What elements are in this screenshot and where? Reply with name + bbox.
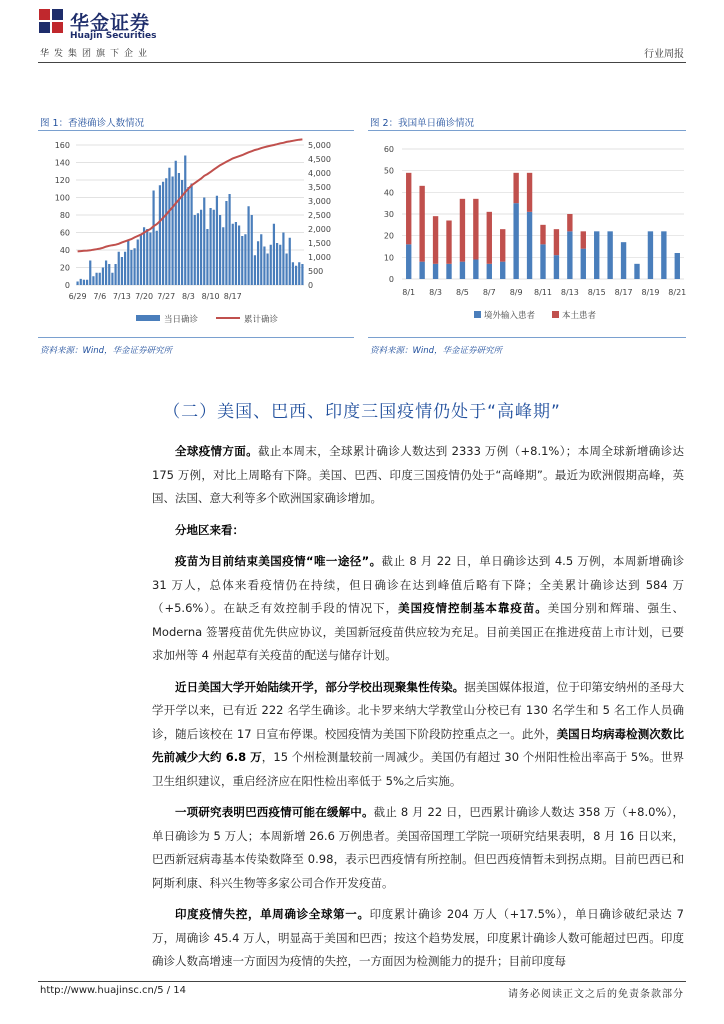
bar-daily-confirmed (184, 156, 186, 286)
right-axis-tick-label: 4,500 (308, 155, 331, 164)
para-text: 截止 8 月 22 日，单日确诊达到 4.5 万例，本周新增确诊 31 万人，总体来看疫情仍在持续，但日确诊在达到峰值后略有下降；全美累计确诊达到 584 万（+5.6%）。在缺乏有效控制手段的情况下， (152, 554, 684, 615)
brand-name-en: Huajin Securities (70, 31, 157, 41)
bar-imported-cases (513, 203, 518, 279)
bar-local-cases (460, 199, 465, 262)
figure-2-top-rule (368, 130, 686, 131)
bar-local-cases (581, 231, 586, 248)
figure-1-source: 资料来源：Wind，华金证券研究所 (40, 346, 173, 356)
x-axis-tick-label: 8/3 (429, 288, 443, 297)
bar-daily-confirmed (190, 184, 192, 286)
y-axis-tick-label: 40 (383, 188, 394, 198)
bar-imported-cases (607, 231, 612, 279)
paragraph-region-intro (152, 519, 684, 543)
header-divider (38, 62, 686, 63)
y-axis-tick-label: 10 (383, 253, 394, 263)
bar-daily-confirmed (146, 229, 148, 285)
x-axis-tick-label: 6/29 (68, 292, 87, 301)
bar-daily-confirmed (222, 227, 224, 285)
left-axis-tick-label: 40 (59, 246, 70, 255)
x-axis-tick-label: 8/3 (181, 292, 195, 301)
legend-label-imported: 境外输入患者 (484, 311, 536, 321)
x-axis-tick-label: 8/17 (614, 288, 633, 297)
bar-daily-confirmed (301, 264, 303, 285)
x-axis-tick-label: 7/27 (157, 292, 176, 301)
bar-daily-confirmed (213, 210, 215, 285)
bar-daily-confirmed (178, 173, 180, 285)
bar-daily-confirmed (285, 254, 287, 286)
bar-local-cases (433, 216, 438, 264)
bar-daily-confirmed (270, 245, 272, 285)
bar-daily-confirmed (228, 194, 230, 285)
brand-subtitle: 华发集团旗下企业 (40, 49, 153, 59)
bar-daily-confirmed (251, 215, 253, 285)
paragraph-usa-vaccine (152, 550, 684, 668)
x-axis-tick-label: 8/21 (668, 288, 686, 297)
bar-daily-confirmed (209, 208, 211, 285)
right-axis-tick-label: 2,500 (308, 211, 331, 220)
x-axis-tick-label: 8/7 (482, 288, 496, 297)
bar-daily-confirmed (225, 201, 227, 285)
bar-daily-confirmed (235, 222, 237, 285)
left-axis-tick-label: 60 (59, 228, 70, 238)
right-axis-tick-label: 3,000 (308, 197, 331, 206)
bar-imported-cases (594, 231, 599, 279)
bar-daily-confirmed (118, 252, 120, 285)
bar-daily-confirmed (263, 247, 265, 286)
bar-daily-confirmed (133, 248, 135, 285)
x-axis-tick-label: 7/6 (93, 292, 107, 301)
left-axis-tick-label: 100 (54, 193, 70, 203)
bar-daily-confirmed (105, 261, 107, 286)
brand-name-cn: 华金证券 (70, 12, 151, 34)
bar-daily-confirmed (127, 240, 129, 286)
legend-swatch-local (552, 311, 559, 318)
right-axis-tick-label: 0 (308, 281, 314, 290)
bar-daily-confirmed (83, 280, 85, 285)
line-cumulative-confirmed (78, 139, 303, 251)
bar-imported-cases (527, 212, 532, 279)
bar-daily-confirmed (159, 185, 161, 285)
bar-imported-cases (675, 253, 680, 279)
section-heading: （二）美国、巴西、印度三国疫情仍处于“高峰期” (163, 402, 561, 422)
bar-imported-cases (540, 244, 545, 279)
right-axis-tick-label: 1,000 (308, 253, 331, 262)
bar-daily-confirmed (273, 224, 275, 285)
bar-daily-confirmed (206, 229, 208, 285)
bar-daily-confirmed (292, 262, 294, 285)
para-emphasis: 美国疫情控制基本靠疫苗。 (398, 601, 548, 615)
bar-imported-cases (621, 242, 626, 279)
bar-daily-confirmed (254, 255, 256, 285)
right-axis-tick-label: 5,000 (308, 141, 331, 150)
paragraph-global (152, 440, 684, 511)
bar-daily-confirmed (187, 187, 189, 285)
right-axis-tick-label: 4,000 (308, 169, 331, 178)
bar-daily-confirmed (171, 177, 173, 286)
bar-daily-confirmed (92, 276, 94, 285)
footer-divider (38, 981, 686, 982)
bar-imported-cases (554, 255, 559, 279)
bar-daily-confirmed (95, 273, 97, 285)
x-axis-tick-label: 8/15 (587, 288, 606, 297)
bar-daily-confirmed (175, 161, 177, 285)
bar-daily-confirmed (203, 198, 205, 286)
para-lead: 近日美国大学开始陆续开学，部分学校出现聚集性传染。 (175, 679, 465, 694)
para-text: ，15 个州检测量较前一周减少。美国仍有超过 30 个州阳性检出率高于 5%。世界卫生组织建议，重启经济应在阳性检出率低于 5%之后实施。 (152, 750, 684, 788)
bar-imported-cases (648, 231, 653, 279)
para-lead: 印度疫情失控，单周确诊全球第一。 (175, 907, 370, 921)
legend-label-cumulative: 累计确诊 (244, 315, 279, 325)
bar-imported-cases (406, 244, 411, 279)
legend-label-local: 本土患者 (562, 311, 597, 321)
right-axis-tick-label: 1,500 (308, 239, 331, 248)
footer-url-page: http://www.huajinsc.cn/5 / 14 (40, 985, 187, 996)
bar-daily-confirmed (130, 250, 132, 285)
bar-imported-cases (473, 260, 478, 280)
left-axis-tick-label: 20 (59, 263, 70, 273)
bar-daily-confirmed (76, 282, 78, 286)
bar-imported-cases (500, 262, 505, 279)
bar-local-cases (513, 173, 518, 203)
bar-daily-confirmed (244, 234, 246, 285)
paragraph-brazil (152, 801, 684, 895)
left-axis-tick-label: 0 (64, 281, 70, 290)
bar-daily-confirmed (219, 215, 221, 285)
x-axis-tick-label: 8/19 (641, 288, 660, 297)
bar-imported-cases (460, 262, 465, 279)
x-axis-tick-label: 7/13 (112, 292, 131, 301)
bar-daily-confirmed (238, 226, 240, 286)
left-axis-tick-label: 80 (59, 211, 70, 220)
left-axis-tick-label: 160 (54, 141, 70, 150)
bar-local-cases (540, 225, 545, 245)
bar-daily-confirmed (266, 254, 268, 286)
para-text: 印度累计确诊 204 万人（+17.5%），单日确诊破纪录达 7 万，周确诊 45.4 万人，明显高于美国和巴西；按这个趋势发展，印度累计确诊人数可能超过巴西。印度确诊人数高增速一方面因为疫情的失控，一方面因为检测能力的提升；目前印度每 (152, 907, 684, 968)
bar-imported-cases (661, 231, 666, 279)
legend-label-daily: 当日确诊 (164, 315, 199, 325)
bar-daily-confirmed (108, 264, 110, 285)
para-text: 美国分别和辉瑞、强生、Moderna 签署疫苗优先供应协议，美国新冠疫苗供应较为充足。目前美国正在推进疫苗上市计划，已要求加州等 4 州起草有关疫苗的配送与储存计划。 (152, 601, 685, 662)
bar-imported-cases (634, 264, 639, 279)
bar-local-cases (500, 229, 505, 262)
bar-daily-confirmed (137, 240, 139, 286)
bar-daily-confirmed (162, 182, 164, 285)
china-daily-chart (368, 135, 686, 330)
bar-daily-confirmed (194, 215, 196, 285)
bar-local-cases (446, 221, 451, 264)
paragraph-india (152, 903, 684, 974)
bar-imported-cases (487, 264, 492, 279)
y-axis-tick-label: 60 (383, 145, 394, 154)
bar-daily-confirmed (289, 238, 291, 285)
bar-daily-confirmed (168, 168, 170, 285)
x-axis-tick-label: 8/1 (402, 288, 416, 297)
bar-local-cases (487, 212, 492, 264)
bar-daily-confirmed (295, 266, 297, 285)
x-axis-tick-label: 8/10 (201, 292, 220, 301)
figure-1-title: 图 1：香港确诊人数情况 (40, 118, 145, 129)
legend-swatch-daily (136, 315, 160, 321)
bar-daily-confirmed (111, 273, 113, 285)
para-lead: 疫苗为目前结束美国疫情“唯一途径”。 (175, 554, 382, 568)
bar-daily-confirmed (114, 264, 116, 285)
right-axis-tick-label: 500 (308, 267, 324, 276)
bar-daily-confirmed (99, 273, 101, 285)
paragraph-usa-universities (152, 676, 684, 794)
left-axis-tick-label: 120 (54, 176, 70, 185)
report-body (152, 440, 684, 982)
x-axis-tick-label: 8/17 (223, 292, 242, 301)
right-axis-tick-label: 2,000 (308, 225, 331, 234)
huajin-logo-icon (38, 8, 64, 34)
bar-daily-confirmed (102, 268, 104, 286)
para-lead: 一项研究表明巴西疫情可能在缓解中。 (175, 805, 374, 819)
hk-confirmed-chart (38, 135, 354, 330)
para-emphasis: 美国日均病毒检测次数比先前减少大约 6.8 万 (152, 726, 684, 764)
legend-swatch-imported (474, 311, 481, 318)
bar-local-cases (419, 186, 424, 262)
para-lead: 分地区来看： (175, 522, 244, 537)
bar-imported-cases (581, 249, 586, 279)
y-axis-tick-label: 30 (383, 210, 394, 219)
figure-1-top-rule (38, 130, 354, 131)
bar-daily-confirmed (152, 191, 154, 286)
bar-daily-confirmed (124, 252, 126, 285)
figure-2-bottom-rule (368, 337, 686, 338)
x-axis-tick-label: 8/9 (509, 288, 523, 297)
x-axis-tick-label: 8/11 (534, 288, 552, 297)
bar-daily-confirmed (247, 206, 249, 285)
bar-local-cases (567, 214, 572, 231)
bar-local-cases (406, 173, 411, 245)
bar-daily-confirmed (216, 196, 218, 285)
bar-daily-confirmed (86, 280, 88, 285)
figure-1-bottom-rule (38, 337, 354, 338)
bar-local-cases (527, 173, 532, 212)
bar-imported-cases (433, 264, 438, 279)
bar-daily-confirmed (279, 245, 281, 285)
figure-2-title: 图 2：我国单日确诊情况 (370, 118, 475, 129)
bar-imported-cases (567, 231, 572, 279)
bar-daily-confirmed (121, 257, 123, 285)
bar-daily-confirmed (257, 241, 259, 285)
para-text: 据美国媒体报道，位于印第安纳州的圣母大学开学以来，已有近 222 名学生确诊。北卡罗来纳大学教堂山分校已有 130 名学生和 5 名工作人员确诊，随后该校在 17 日宣布停课。校园疫情为美国下阶段防控重点之一。此外， (152, 679, 685, 741)
y-axis-tick-label: 20 (383, 231, 394, 241)
bar-daily-confirmed (80, 279, 82, 285)
bar-imported-cases (419, 262, 424, 279)
para-text: 截止本周末，全球累计确诊人数达到 2333 万例（+8.1%）；本周全球新增确诊达 175 万例，对比上周略有下降。美国、巴西、印度三国疫情仍处于“高峰期”。最近为欧洲假期高峰，英国、法国、意大利等多个欧洲国家确诊增加。 (152, 444, 684, 505)
bar-daily-confirmed (232, 224, 234, 285)
bar-daily-confirmed (298, 262, 300, 285)
bar-daily-confirmed (276, 243, 278, 285)
figure-2-source: 资料来源：Wind，华金证券研究所 (370, 346, 503, 356)
bar-daily-confirmed (165, 178, 167, 285)
y-axis-tick-label: 0 (388, 275, 394, 284)
bar-daily-confirmed (241, 236, 243, 285)
footer-disclaimer: 请务必阅读正文之后的免责条款部分 (508, 989, 684, 1000)
para-text: 截止 8 月 22 日，巴西累计确诊人数达 358 万（+8.0%），单日确诊为 5 万人；本周新增 26.6 万例患者。美国帝国理工学院一项研究结果表明，8 月 16 日以来，巴西新冠病毒基本传染数降至 0.98，表示巴西疫情有所控制。但巴西疫情暂未到拐点期。目前巴西已和阿斯利康、科兴生物等多家公司合作开发疫苗。 (152, 805, 685, 890)
bar-local-cases (473, 199, 478, 260)
bar-daily-confirmed (197, 213, 199, 285)
bar-daily-confirmed (149, 233, 151, 286)
bar-daily-confirmed (260, 234, 262, 285)
document-type: 行业周报 (644, 49, 684, 60)
x-axis-tick-label: 7/20 (135, 292, 154, 301)
bar-daily-confirmed (156, 231, 158, 285)
left-axis-tick-label: 140 (54, 158, 70, 168)
bar-daily-confirmed (89, 261, 91, 286)
x-axis-tick-label: 8/5 (455, 288, 469, 297)
bar-imported-cases (446, 264, 451, 279)
y-axis-tick-label: 50 (383, 166, 394, 176)
para-lead: 全球疫情方面。 (175, 444, 258, 458)
bar-daily-confirmed (140, 234, 142, 285)
bar-daily-confirmed (143, 227, 145, 285)
bar-daily-confirmed (282, 233, 284, 286)
bar-local-cases (554, 229, 559, 255)
x-axis-tick-label: 8/13 (560, 288, 579, 297)
right-axis-tick-label: 3,500 (308, 183, 331, 192)
bar-daily-confirmed (200, 210, 202, 285)
